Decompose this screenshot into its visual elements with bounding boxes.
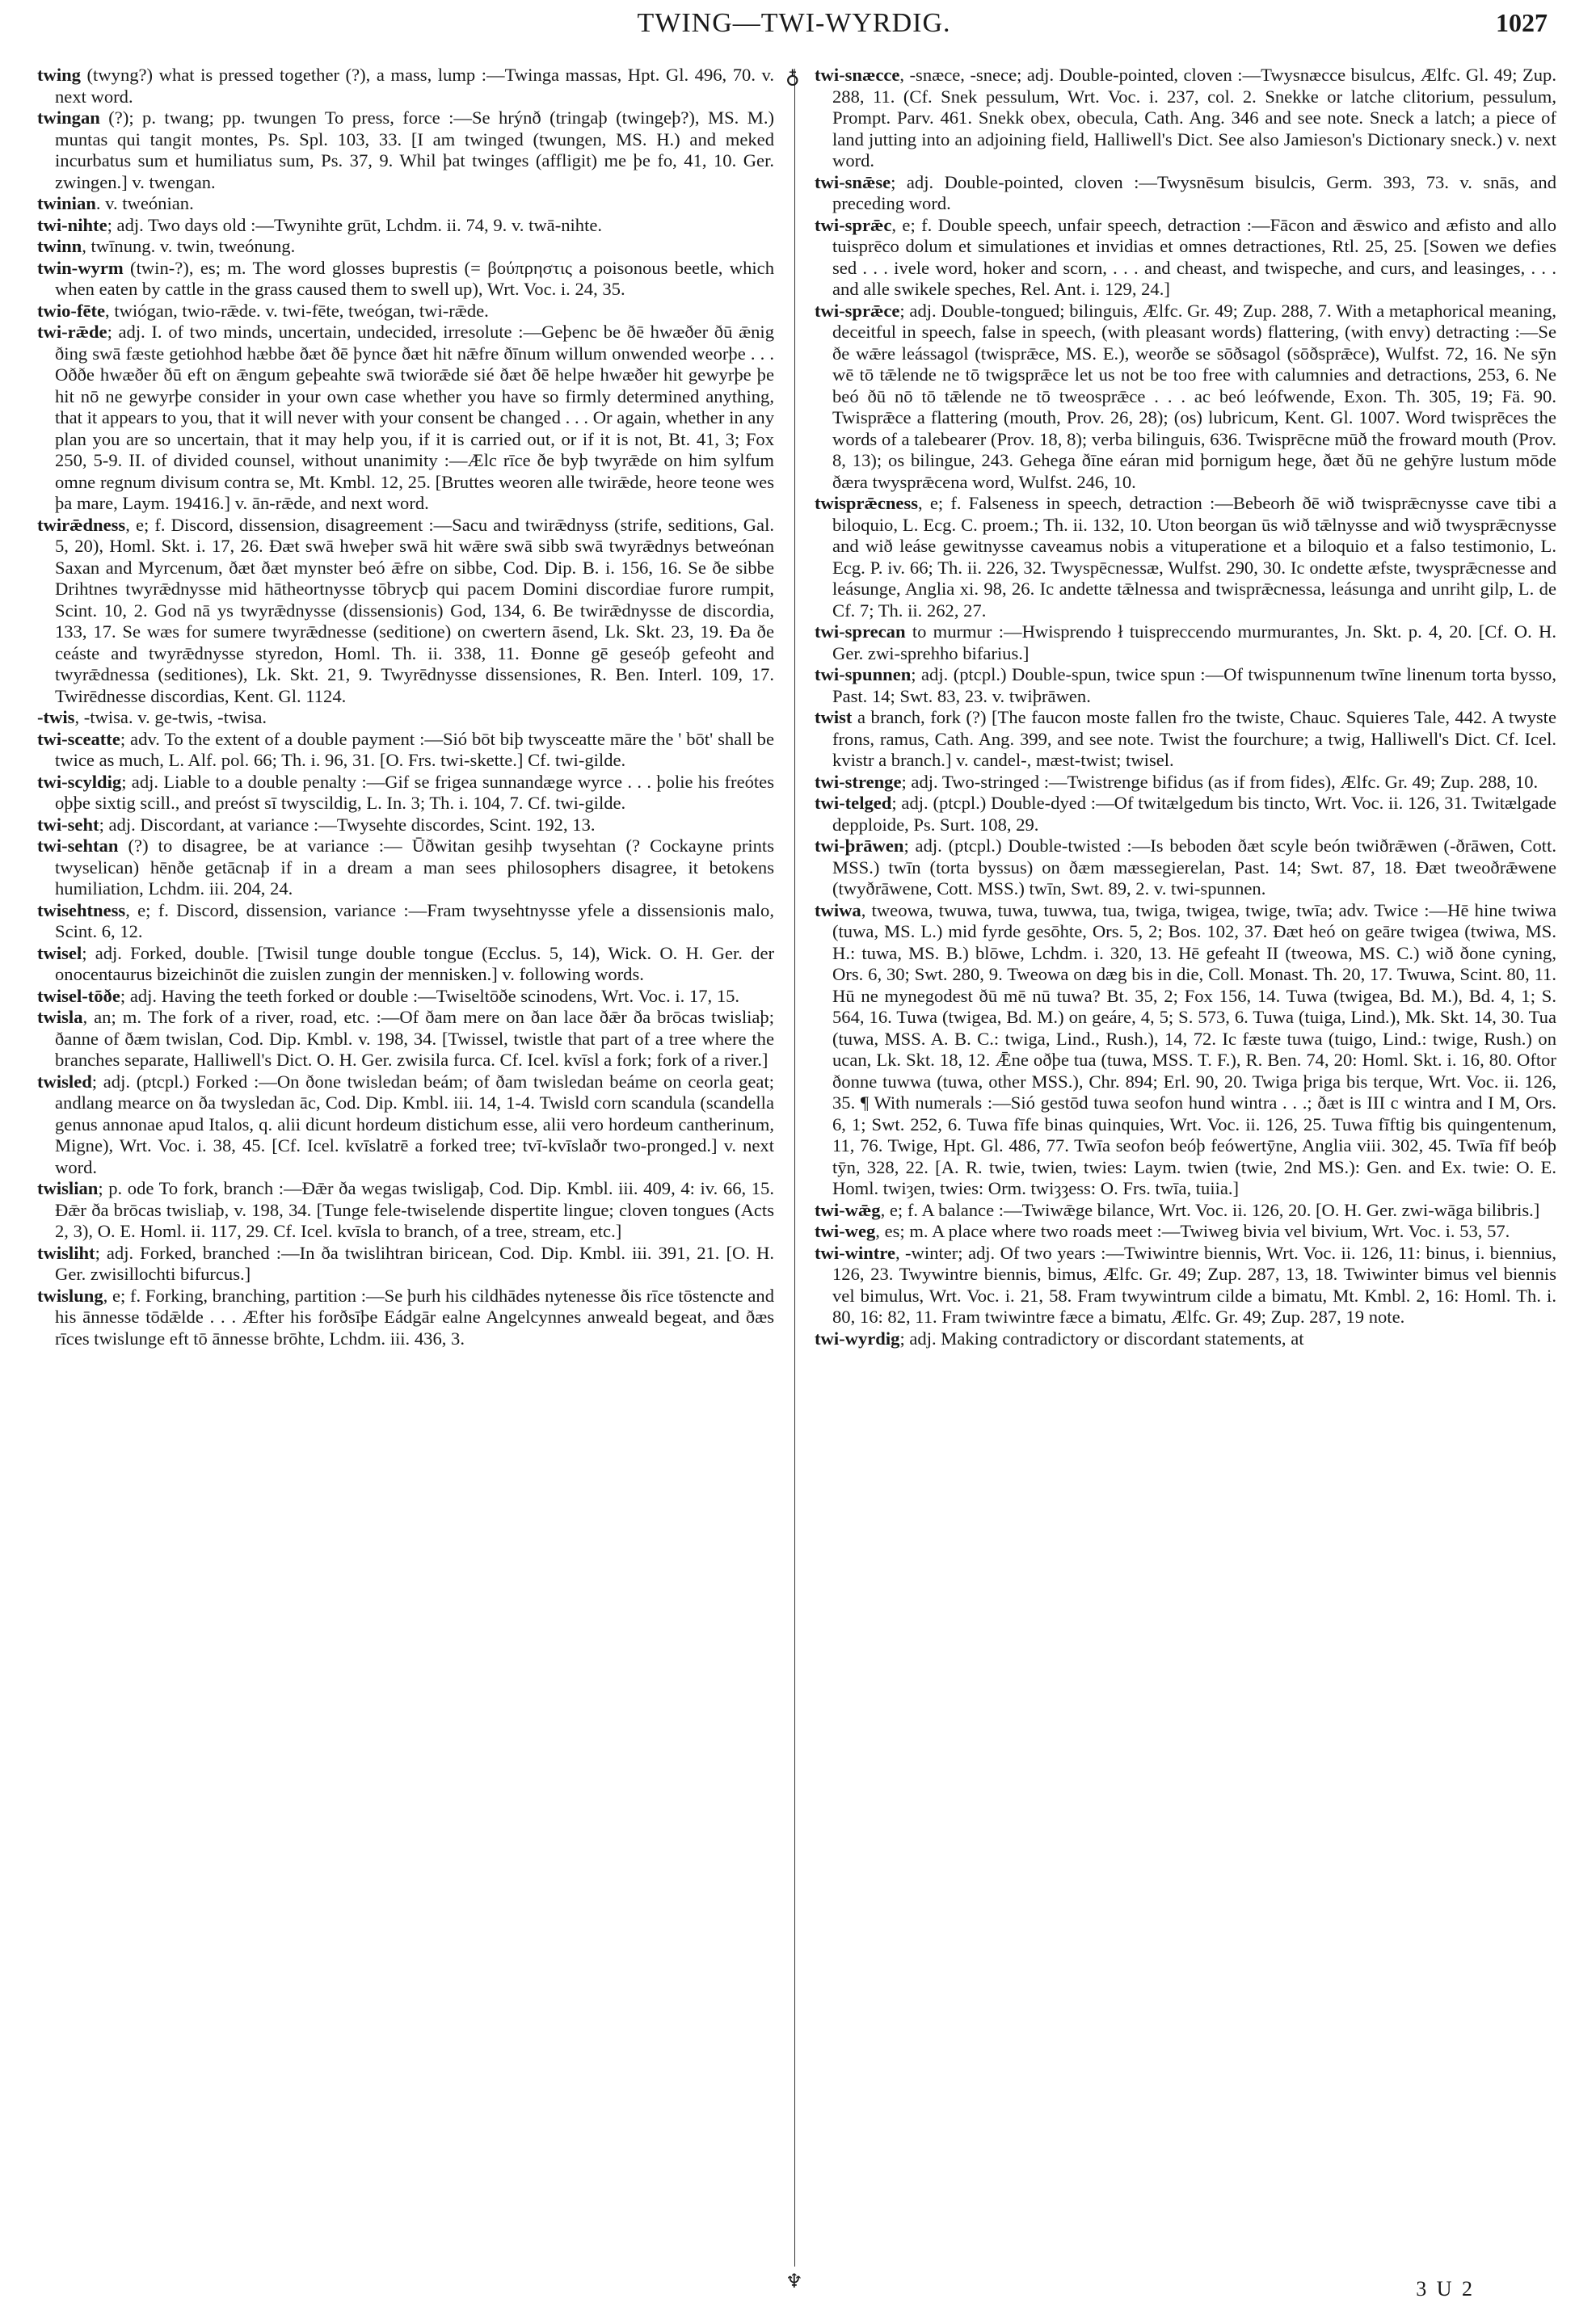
dictionary-entry <box>37 301 774 322</box>
dictionary-entry <box>37 1071 774 1179</box>
entry-headword: twisprǣcness <box>815 493 919 513</box>
dictionary-entry <box>815 65 1556 172</box>
dictionary-entry <box>815 664 1556 707</box>
dictionary-entry <box>37 1286 774 1350</box>
entry-headword: twinn <box>37 236 82 256</box>
dictionary-entry <box>815 900 1556 1200</box>
dictionary-entry <box>37 836 774 900</box>
dictionary-entry <box>815 301 1556 494</box>
entry-definition: (twyng?) what is pressed together (?), a mass, lump :—Twinga massas, Hpt. Gl. 496, 70. v. next word. <box>55 65 774 107</box>
dictionary-entry <box>815 707 1556 772</box>
entry-headword: twi-sprǣc <box>815 214 892 235</box>
dictionary-entry <box>815 793 1556 836</box>
dictionary-entry <box>815 1221 1556 1243</box>
entry-definition: ; adj. I. of two minds, uncertain, undecided, irresolute :—Geþenc be ðē hwæðer ðū ǣnig ðing swā fæste getiohhod hæbbe ðæt ðē þynce ðæt hit nǣfre ðīnum willum onwended weorþe . . . Oððe hwæðer ðū eft on ǣngum geþeahte swā twiorǣde sié ðæt ðē helpe hwæðer hit gewyrþe þe hit nō ne gewyrþe consider in your own case whether you have so firmly determined anything, that it appears to you, that it will never with your consent be changed . . . Or again, whether in any plan you are so uncertain, that it may help you, if it is carried out, or if it is not, Bt. 41, 3; Fox 250, 5-9. II. of divided counsel, without unanimity :—Ælc rīce ðe byþ twyrǣde on him sylfum omne regnum divisum contra se, Mt. Kmbl. 12, 25. [Bruttes weoren alle twirǣde, heore teone wes þa mare, Laym. 19416.] v. ān-rǣde, and next word. <box>55 322 774 513</box>
entry-headword: twislian <box>37 1178 99 1198</box>
entry-definition: ; adj. Two days old :—Twynihte grūt, Lchdm. ii. 74, 9. v. twā-nihte. <box>107 214 603 235</box>
entry-definition: ; adj. Having the teeth forked or double :—Twiseltōðe scinodens, Wrt. Voc. i. 17, 15. <box>120 985 740 1006</box>
entry-headword: twi-rǣde <box>37 322 107 342</box>
dictionary-entry <box>37 943 774 986</box>
entry-headword: twirǣdness <box>37 514 126 535</box>
page-header <box>40 8 1548 48</box>
entry-definition: , twiógan, twio-rǣde. v. twi-fēte, tweógan, twi-rǣde. <box>105 300 489 321</box>
dictionary-entry <box>37 215 774 237</box>
ornament-top-icon: ♁ <box>785 67 800 88</box>
entry-headword: twi-strenge <box>815 771 902 792</box>
entry-headword: -twis <box>37 707 75 727</box>
dictionary-entry <box>815 772 1556 793</box>
entry-headword: twisla <box>37 1007 83 1027</box>
entry-definition: ; adj. (ptcpl.) Double-spun, twice spun :—Of twispunnenum twīne linenum torta bysso, Past. 14; Swt. 83, 23. v. twiþrāwen. <box>832 664 1556 706</box>
dictionary-entry <box>37 1007 774 1071</box>
entry-headword: twi-snǣse <box>815 171 891 192</box>
entry-headword: twi-weg <box>815 1221 876 1241</box>
entry-headword: twislung <box>37 1285 103 1306</box>
entry-definition: , -twisa. v. ge-twis, -twisa. <box>74 707 267 727</box>
dictionary-entry <box>37 322 774 515</box>
entry-headword: twin-wyrm <box>37 257 124 278</box>
dictionary-entry <box>37 236 774 258</box>
entry-definition: , e; f. Forking, branching, partition :—Se þurh his cildhādes nytenesse ðis rīce tōstencte and his ānnesse tōdǣlde . . . Æfter his forðsīþe Eádgār ealne Angelcynnes anweald begeat, and ðæs rīces twislunge eft tō ānnesse brōhte, Lchdm. iii. 436, 3. <box>55 1285 774 1349</box>
entry-definition: , e; f. Double speech, unfair speech, detraction :—Fācon and ǣswico and æfisto and allo tuisprēco dolum et simulationes et invidias et omnes detractiones, Rtl. 25, 25. [Sowen we defies sed . . . ivele word, hoker and scorn, . . . and cheast, and twispeche, and curs, and leasinges, . . . and alle swikele speches, Rel. Ant. i. 129, 24.] <box>832 214 1556 299</box>
dictionary-entry <box>37 1243 774 1286</box>
entry-definition: ; p. ode To fork, branch :—Ðǣr ða wegas twisligaþ, Cod. Dip. Kmbl. iii. 409, 4: iv. 66, 15. Ðǣr ða brōcas twisliaþ, v. 198, 34. [Tunge fele-twiselende dispertite lingue; cloven tongues (Acts 2, 3), O. E. Homl. ii. 117, 29. Cf. Icel. kvīsla to branch, of a tree, stream, etc.] <box>55 1178 774 1241</box>
entry-definition: , e; f. Falseness in speech, detraction :—Bebeorh ðē wið twisprǣcnysse cave tibi a biloquio, L. Ecg. C. proem.; Th. ii. 132, 10. Uton beorgan ūs wið tǣlnysse and wið twysprǣcnysse and wið leáse gewitnysse caveamus nobis a vituperatione et a biloquio et a falso testimonio, L. Ecg. P. iv. 66; Th. ii. 226, 32. Twyspēcnessæ, Wulfst. 290, 30. Ic ondette æfste, twysprǣcnesse and leásunge, Anglia xi. 98, 26. Ic andette tǣlnessa and twisprǣcnessa, leásunga and unriht gilp, L. de Cf. 7; Th. ii. 262, 27. <box>832 493 1556 621</box>
dictionary-entry <box>815 172 1556 215</box>
dictionary-entry <box>815 1200 1556 1222</box>
entry-definition: , e; f. Discord, dissension, variance :—Fram twysehtnysse yfele a dissensionis malo, Scint. 6, 12. <box>55 899 774 941</box>
dictionary-entry <box>37 986 774 1008</box>
dictionary-entry <box>815 215 1556 301</box>
entry-headword: twi-scyldig <box>37 771 122 792</box>
entry-definition: , es; m. A place where two roads meet :—Twiweg bivia vel bivium, Wrt. Voc. i. 53, 57. <box>875 1221 1510 1241</box>
dictionary-entry <box>37 65 774 107</box>
running-title: TWING—TWI-WYRDIG. <box>637 8 951 38</box>
entry-definition: ; adj. Liable to a double penalty :—Gif se frigea sunnandæge wyrce . . . þolie his freótes oþþe sixtig scill., and preóst sī twyscildig, L. In. 3; Th. i. 104, 7. Cf. twi-gilde. <box>55 771 774 813</box>
entry-headword: twi-nihte <box>37 214 107 235</box>
dictionary-entry <box>37 193 774 215</box>
entry-definition: , e; f. A balance :—Twiwǣge bilance, Wrt. Voc. ii. 126, 20. [O. H. Ger. zwi-wāga bilibris.] <box>880 1199 1540 1220</box>
entry-headword: twisel <box>37 942 82 963</box>
entry-headword: twi-sceatte <box>37 728 120 749</box>
entry-headword: twi-wyrdig <box>815 1328 900 1349</box>
entry-headword: twist <box>815 707 853 727</box>
entry-definition: , -snæce, -snece; adj. Double-pointed, cloven :—Twysnæcce bisulcus, Ælfc. Gl. 49; Zup. 288, 11. (Cf. Snek pessulum, Wrt. Voc. i. 237, col. 2. Snekke or latche clitorium, pessulum, Prompt. Parv. 461. Snekk obex, obecula, Cath. Ang. 346 and see note. Sneck a latch; a piece of land jutting into an adjoining field, Halliwell's Dict. See also Jamieson's Dictionary sneck.) v. next word. <box>832 65 1556 170</box>
dictionary-entry <box>37 1178 774 1243</box>
dictionary-entry <box>815 836 1556 900</box>
entry-headword: twi-sprecan <box>815 621 906 642</box>
entry-definition: , tweowa, twuwa, tuwa, tuwwa, tua, twiga, twigea, twige, twīa; adv. Twice :—Hē hine twiwa (tuwa, MS. L.) mid fyrde gesōhte, Ors. 5, 2; Bos. 102, 37. Ðæt heó on geāre twigea (twiwa, MS. H.: tuwa, MS. B.) blōwe, Lchdm. i. 320, 13. Hē gefeaht II (tweowa, MS. C.) wið ðone cyning, Ors. 6, 30; Swt. 280, 9. Tweowa on dæg bis in die, Coll. Monast. Th. 20, 17. Twuwa, Scint. 80, 11. Hū ne mynegodest ðū mē nū tuwa? Bt. 35, 2; Fox 156, 14. Tuwa (twigea, Bd. M.), Bd. 4, 1; S. 564, 16. Tuwa (twigea, Bd. M.) on geáre, 4, 5; S. 573, 6. Tuwa (tuiga, Lind.), Mk. Skt. 14, 30. Tua (tuwa, MSS. A. B. C.: twiga, Lind., Rush.), 14, 72. Ic fæste tuwa (tuigo, Lind.: twige, Rush.) on ucan, Lk. Skt. 18, 12. Ǣne oðþe tua (tuwa, MSS. T. F.), R. Ben. 74, 20: Homl. Skt. i. 16, 80. Oftor ðonne tuwwa (tuwa, other MSS.), Chr. 894; Erl. 90, 20. Twiga þriga bis terque, Wrt. Voc. ii. 126, 35. ¶ With numerals :—Sió gestōd tuwa seofon hund wintra . . .; ðæt is III c wintra and I M, Ors. 6, 1; Swt. 252, 6. Tuwa fīfe binas quinquies, Wrt. Voc. ii. 126, 25. Tuwa fīftig bis quingentenum, 11, 76. Twige, Hpt. Gl. 486, 77. Twīa seofon beóþ feówertȳne, Anglia viii. 302, 45. Twīa fīf beóþ tȳn, 328, 22. [A. R. twie, twien, twies: Laym. twien (twie, 2nd MS.): Gen. and Ex. twie: O. E. Homl. twiȝen, twies: Orm. twiȝȝess: O. Frs. twīa, tuiia.] <box>832 899 1556 1198</box>
entry-definition: ; adj. (ptcpl.) Double-dyed :—Of twitælgedum bis tincto, Wrt. Voc. ii. 126, 31. Twitælgade depploide, Ps. Surt. 108, 29. <box>832 793 1556 835</box>
signature-mark: 3 U 2 <box>1416 2277 1475 2300</box>
dictionary-entry <box>815 621 1556 664</box>
entry-definition: ; adj. Double-pointed, cloven :—Twysnēsum bisulcis, Germ. 393, 73. v. snās, and preceding word. <box>832 171 1556 213</box>
entry-headword: twisel-tōðe <box>37 985 120 1006</box>
dictionary-entry <box>37 900 774 943</box>
page-number: 1027 <box>1496 8 1548 37</box>
entry-definition: ; adj. Forked, branched :—In ða twislihtran biricean, Cod. Dip. Kmbl. iii. 391, 21. [O. H. Ger. zwisillochti bifurcus.] <box>55 1242 774 1284</box>
entry-headword: twi-þrāwen <box>815 836 904 856</box>
entry-headword: twisled <box>37 1071 92 1092</box>
entry-headword: twing <box>37 65 81 85</box>
entry-headword: twisliht <box>37 1242 95 1263</box>
entry-definition: . v. tweónian. <box>95 193 194 213</box>
entry-headword: twingan <box>37 107 100 128</box>
entry-headword: twi-telged <box>815 793 892 813</box>
entry-headword: twi-wintre <box>815 1242 895 1263</box>
entry-definition: ; adj. Double-tongued; bilinguis, Ælfc. Gr. 49; Zup. 288, 7. With a metaphorical meaning, deceitful in speech, false in speech, (with pleasant words) flattering, (with envy) detracting :—Se ðe wǣre leássagol (twisprǣce, MS. E.), weorðe se sōðsagol (sōðsprǣce), Wulfst. 72, 16. Ne sȳn wē tō tǣlende ne tō twigsprǣce let us not be too free with calumnies and detractions, 253, 6. Ne beó ðū nō tō tǣlende ne tō tweosprǣce . . . ac beó leófwende, Exon. Th. 305, 19; Fä. 90. Twisprǣce a flattering (mouth, Prov. 26, 28); (os) lubricum, Kent. Gl. 1007. Word twisprēces the words of a talebearer (Prov. 18, 8); verba bilinguis, 636. Twisprēcne mūð the froward mouth (Prov. 8, 13); os bilingue, 243. Gehega ðīne eáran mid þornigum hege, ðæt ðū ne gehȳre lustum mōde ðæra twysprǣcena word, Wulfst. 246, 10. <box>832 300 1556 492</box>
entry-definition: ; adj. Discordant, at variance :—Twysehte discordes, Scint. 192, 13. <box>99 814 596 835</box>
entry-definition: ; adj. Making contradictory or discordant statements, at <box>899 1328 1304 1349</box>
dictionary-entry <box>815 1328 1556 1350</box>
entry-definition: (twin-?), es; m. The word glosses buprestis (= βούπρηστις a poisonous beetle, which when eaten by cattle in the grass caused them to swell up), Wrt. Voc. i. 24, 35. <box>55 257 774 299</box>
dictionary-entry <box>37 107 774 193</box>
right-column <box>815 65 1556 2230</box>
entry-definition: , twīnung. v. twin, tweónung. <box>82 236 296 256</box>
entry-headword: twio-fēte <box>37 300 106 321</box>
dictionary-entry <box>37 729 774 772</box>
entry-definition: , an; m. The fork of a river, road, etc. :—Of ðam mere on ðan lace ðǣr ða brōcas twisliaþ; ðanne of ðæm twislan, Cod. Dip. Kmbl. v. 198, 34. [Twissel, twistle that part of a tree where the branches separate, Halliwell's Dict. O. H. Ger. zwisila furca. Cf. Icel. kvīsl a fork; fork of a river.] <box>55 1007 774 1070</box>
entry-definition: to murmur :—Hwisprendo ł tuispreccendo murmurantes, Jn. Skt. p. 4, 20. [Cf. O. H. Ger. zwi-sprehho bifarius.] <box>832 621 1556 663</box>
column-rule <box>794 69 795 2267</box>
dictionary-entry <box>37 258 774 301</box>
entry-headword: twi-spunnen <box>815 664 912 684</box>
entry-headword: twiwa <box>815 899 861 920</box>
entry-headword: twi-seht <box>37 814 99 835</box>
entry-definition: , -winter; adj. Of two years :—Twiwintre biennis, Wrt. Voc. ii. 126, 11: binus, i. biennius, 126, 23. Twywintre biennis, bimus, Ælfc. Gr. 49; Zup. 287, 13, 18. Twiwinter bimus vel biennis vel bimulus, Wrt. Voc. i. 21, 58. Fram twywintrum cilde a bimatu, Mt. Kmbl. 2, 16: Homl. Th. i. 80, 16: 82, 11. Fram twiwintre fæce a bimatu, Ælfc. Gr. 49; Zup. 287, 19 note. <box>832 1242 1556 1327</box>
entry-definition: ; adv. To the extent of a double payment :—Sió bōt biþ twysceatte māre the ' bōt' shall be twice as much, L. Alf. pol. 66; Th. i. 96, 31. [O. Frs. twi-skette.] Cf. twi-gilde. <box>55 728 774 770</box>
dictionary-entry <box>815 493 1556 621</box>
entry-definition: ; adj. (ptcpl.) Double-twisted :—Is beboden ðæt scyle beón twiðrǣwen (-ðrāwen, Cott. MSS.) twīn (torta byssus) on ðæm mæssegierelan, Past. 14; Swt. 87, 18. Ðæt tweoðrǣwene (twyðrāwene, Cott. MSS.) twīn, Swt. 89, 2. v. twi-spunnen. <box>832 836 1556 899</box>
left-column <box>37 65 774 2230</box>
entry-definition: ; adj. (ptcpl.) Forked :—On ðone twisledan beám; of ðam twisledan beáme on ceorla geat; andlang mearce on ða twysledan āc, Cod. Dip. Kmbl. iii. 14, 1-4. Twisld corn scandula (scandella genus annonae apud Italos, q. alii dicunt hordeum distichum esse, alii vero hordeum cantherinum, Migne), Wrt. Voc. i. 38, 45. [Cf. Icel. kvīslatrē a forked tree; tvī-kvīslaðr two-pronged.] v. next word. <box>55 1071 774 1177</box>
entry-definition: (?) to disagree, be at variance :— Ūðwitan gesihþ twysehtan (? Cockayne prints twyselican) hēnðe getācnaþ if in a dream a man sees philosophers disagree, it betokens humiliation, Lchdm. iii. 204, 24. <box>55 836 774 899</box>
entry-definition: ; adj. Two-stringed :—Twistrenge bifidus (as if from fides), Ælfc. Gr. 49; Zup. 288, 10. <box>901 771 1539 792</box>
entry-headword: twi-sehtan <box>37 836 119 856</box>
dictionary-entry <box>37 707 774 729</box>
entry-headword: twi-wǣg <box>815 1199 881 1220</box>
dictionary-entry <box>37 515 774 708</box>
entry-definition: (?); p. twang; pp. twungen To press, force :—Se hrýnð (tringaþ (twingeþ?), MS. M.) muntas qui tangit montes, Ps. Spl. 103, 33. [I am twinged (twungen, MS. H.) and meked incurbatus sum et humiliatus sum, Ps. 37, 9. Whil þat twinges (affligit) me þe fo, 41, 10. Ger. zwingen.] v. twengan. <box>55 107 774 192</box>
entry-headword: twisehtness <box>37 899 126 920</box>
entry-headword: twi-sprǣce <box>815 300 900 321</box>
ornament-bottom-icon: ♆ <box>785 2271 803 2292</box>
entry-headword: twinian <box>37 193 96 213</box>
entry-headword: twi-snæcce <box>815 65 900 85</box>
dictionary-entry <box>37 772 774 815</box>
entry-definition: , e; f. Discord, dissension, disagreement :—Sacu and twirǣdnyss (strife, seditions, Gal. 5, 20), Homl. Skt. i. 17, 26. Ðæt swā hweþer swā hit wǣre swā sibb swā twyrǣdnys betweónan Saxan and Myrcenum, ðæt ðæt mynster beó ǣfre on sibbe, Cod. Dip. B. i. 156, 16. Se ðe sibbe Drihtnes twyrǣdnysse mid hātheortnysse tōbrycþ qui pacem Domini discordiae furore rumpit, Scint. 10, 2. God nā ys twyrǣdnysse (dissensionis) God, 134, 6. Be twirǣdnysse de discordia, 133, 17. Se wæs for sumere twyrǣdnesse (seditione) on cwertern āsend, Lk. Skt. 23, 19. Ða ðe ceáste and twyrǣdnysse styredon, Homl. Th. ii. 338, 11. Ðonne gē geseóþ gefeoht and twyrǣdnessa (seditiones), Lk. Skt. 21, 9. Twyrēdnysse dissensiones, R. Ben. Interl. 109, 17. Twirēdnesse discordias, Kent. Gl. 1124. <box>55 514 774 706</box>
dictionary-entry <box>815 1243 1556 1328</box>
dictionary-entry <box>37 815 774 836</box>
entry-definition: ; adj. Forked, double. [Twisil tunge double tongue (Ecclus. 5, 14), Wick. O. H. Ger. der onocentaurus bizeichinōt die zuislen zungin der mennisken.] v. following words. <box>55 942 774 984</box>
entry-definition: a branch, fork (?) [The faucon moste fallen fro the twiste, Chauc. Squieres Tale, 442. A twyste frons, ramus, Cath. Ang. 399, and see note. Twist the fourchure; a twig, Halliwell's Dict. Cf. Icel. kvistr a branch.] v. candel-, mæst-twist; twisel. <box>832 707 1556 770</box>
